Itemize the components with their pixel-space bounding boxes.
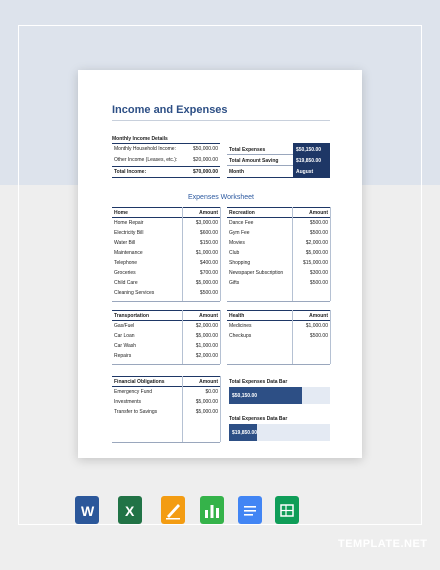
health-header-rule bbox=[227, 310, 330, 311]
transportation-header: Transportation bbox=[114, 313, 150, 319]
health-table-edge bbox=[330, 310, 331, 364]
income-rule bbox=[112, 143, 220, 144]
recreation-table-edge bbox=[330, 207, 331, 301]
recreation-item: Shopping bbox=[229, 260, 251, 266]
recreation-item: Gym Fee bbox=[229, 230, 250, 236]
recreation-header-rule bbox=[227, 217, 330, 218]
recreation-header-rule bbox=[227, 207, 330, 208]
transportation-amount: $2,000.00 bbox=[195, 353, 218, 359]
data-bar-label: Total Expenses Data Bar bbox=[229, 379, 288, 385]
home-table-bottom bbox=[112, 301, 220, 302]
financial-table-edge bbox=[220, 376, 221, 442]
transportation-item: Car Wash bbox=[114, 343, 137, 349]
google-docs-icon[interactable] bbox=[238, 496, 262, 524]
health-item: Checkups bbox=[229, 333, 252, 339]
home-amount: $5,000.00 bbox=[195, 280, 218, 286]
income-total-rule bbox=[112, 166, 220, 167]
summary-rule bbox=[227, 165, 293, 166]
financial-header-rule bbox=[112, 386, 220, 387]
home-header: Home bbox=[114, 210, 128, 216]
financial-item: Emergency Fund bbox=[114, 389, 153, 395]
home-amount: $600.00 bbox=[199, 230, 218, 236]
data-bar-value: $19,850.00 bbox=[232, 430, 258, 436]
recreation-item: Newspaper Subscription bbox=[229, 270, 284, 276]
transportation-header-rule bbox=[112, 310, 220, 311]
home-amount: $400.00 bbox=[199, 260, 218, 266]
health-amount-header: Amount bbox=[309, 313, 328, 319]
health-amount: $500.00 bbox=[309, 333, 328, 339]
income-total-value: $70,000.00 bbox=[192, 169, 218, 175]
transportation-header-rule bbox=[112, 320, 220, 321]
home-amount: $150.00 bbox=[199, 240, 218, 246]
home-item: Electricity Bill bbox=[114, 230, 144, 236]
health-header: Health bbox=[229, 313, 245, 319]
google-sheets-icon[interactable] bbox=[275, 496, 299, 524]
financial-item: Investments bbox=[114, 399, 141, 405]
data-bar-value: $50,150.00 bbox=[232, 393, 258, 399]
income-value: $50,000.00 bbox=[192, 146, 218, 152]
summary-label: Total Expenses bbox=[229, 147, 266, 153]
home-amount-header: Amount bbox=[199, 210, 218, 216]
transportation-table-bottom bbox=[112, 364, 220, 365]
financial-amount: $5,000.00 bbox=[195, 399, 218, 405]
home-header-rule bbox=[112, 217, 220, 218]
recreation-amount: $5,000.00 bbox=[305, 250, 328, 256]
home-amount: $3,000.00 bbox=[195, 220, 218, 226]
transportation-item: Car Loan bbox=[114, 333, 135, 339]
home-item: Child Care bbox=[114, 280, 138, 286]
word-icon[interactable]: W bbox=[75, 496, 99, 524]
home-item: Telephone bbox=[114, 260, 138, 266]
recreation-amount: $500.00 bbox=[309, 220, 328, 226]
summary-value: $19,850.00 bbox=[296, 158, 322, 164]
worksheet-title: Expenses Worksheet bbox=[187, 194, 254, 201]
recreation-header: Recreation bbox=[229, 210, 255, 216]
home-header-rule bbox=[112, 207, 220, 208]
financial-table-bottom bbox=[112, 442, 220, 443]
data-bar-label: Total Expenses Data Bar bbox=[229, 416, 288, 422]
transportation-table-edge bbox=[220, 310, 221, 364]
financial-amount-header: Amount bbox=[199, 379, 218, 385]
recreation-amount: $500.00 bbox=[309, 280, 328, 286]
recreation-table-bottom bbox=[227, 301, 330, 302]
home-item: Groceries bbox=[114, 270, 136, 276]
recreation-item: Gifts bbox=[229, 280, 240, 286]
income-value: $20,000.00 bbox=[192, 157, 218, 163]
health-amount: $1,000.00 bbox=[305, 323, 328, 329]
home-item: Water Bill bbox=[114, 240, 136, 246]
health-header-rule bbox=[227, 320, 330, 321]
transportation-amount: $2,000.00 bbox=[195, 323, 218, 329]
home-item: Maintenance bbox=[114, 250, 143, 256]
income-label: Other Income (Leases, etc.): bbox=[114, 157, 178, 163]
excel-icon[interactable]: X bbox=[118, 496, 142, 524]
financial-amount: $5,000.00 bbox=[195, 409, 218, 415]
recreation-item: Club bbox=[229, 250, 240, 256]
transportation-amount: $5,000.00 bbox=[195, 333, 218, 339]
home-table-edge bbox=[220, 207, 221, 301]
home-amount: $1,000.00 bbox=[195, 250, 218, 256]
brand-watermark: TEMPLATE.NET bbox=[338, 538, 428, 550]
health-table-bottom bbox=[227, 364, 330, 365]
numbers-icon[interactable] bbox=[200, 496, 224, 524]
financial-amount: $0.00 bbox=[205, 389, 218, 395]
recreation-item: Dance Fee bbox=[229, 220, 254, 226]
document-title: Income and Expenses bbox=[112, 104, 228, 116]
home-item: Cleaning Services bbox=[114, 290, 155, 296]
recreation-amount: $15,000.00 bbox=[302, 260, 328, 266]
transportation-item: Repairs bbox=[114, 353, 132, 359]
recreation-amount-header: Amount bbox=[309, 210, 328, 216]
financial-header-rule bbox=[112, 376, 220, 377]
income-bottom-rule bbox=[112, 177, 220, 178]
recreation-amount: $300.00 bbox=[309, 270, 328, 276]
summary-rule bbox=[227, 154, 293, 155]
financial-item: Transfer to Savings bbox=[114, 409, 158, 415]
summary-bottom-rule bbox=[227, 177, 330, 178]
document-page bbox=[78, 70, 362, 458]
home-amount: $700.00 bbox=[199, 270, 218, 276]
health-item: Medicines bbox=[229, 323, 252, 329]
summary-label: Month bbox=[229, 169, 244, 175]
recreation-item: Movies bbox=[229, 240, 245, 246]
pages-icon[interactable] bbox=[161, 496, 185, 524]
transportation-amount-header: Amount bbox=[199, 313, 218, 319]
title-divider bbox=[112, 120, 330, 121]
transportation-item: Gas/Fuel bbox=[114, 323, 135, 329]
financial-header: Financial Obligations bbox=[114, 379, 165, 385]
recreation-amount: $500.00 bbox=[309, 230, 328, 236]
income-heading: Monthly Income Details bbox=[112, 136, 168, 142]
summary-value: August bbox=[296, 169, 314, 175]
summary-label: Total Amount Saving bbox=[229, 158, 279, 164]
summary-value: $50,150.00 bbox=[296, 147, 322, 153]
income-label: Monthly Household Income: bbox=[114, 146, 176, 152]
income-total-label: Total Income: bbox=[114, 169, 147, 175]
transportation-amount: $1,000.00 bbox=[195, 343, 218, 349]
home-item: Home Repair bbox=[114, 220, 144, 226]
recreation-amount: $2,000.00 bbox=[305, 240, 328, 246]
home-amount: $500.00 bbox=[199, 290, 218, 296]
